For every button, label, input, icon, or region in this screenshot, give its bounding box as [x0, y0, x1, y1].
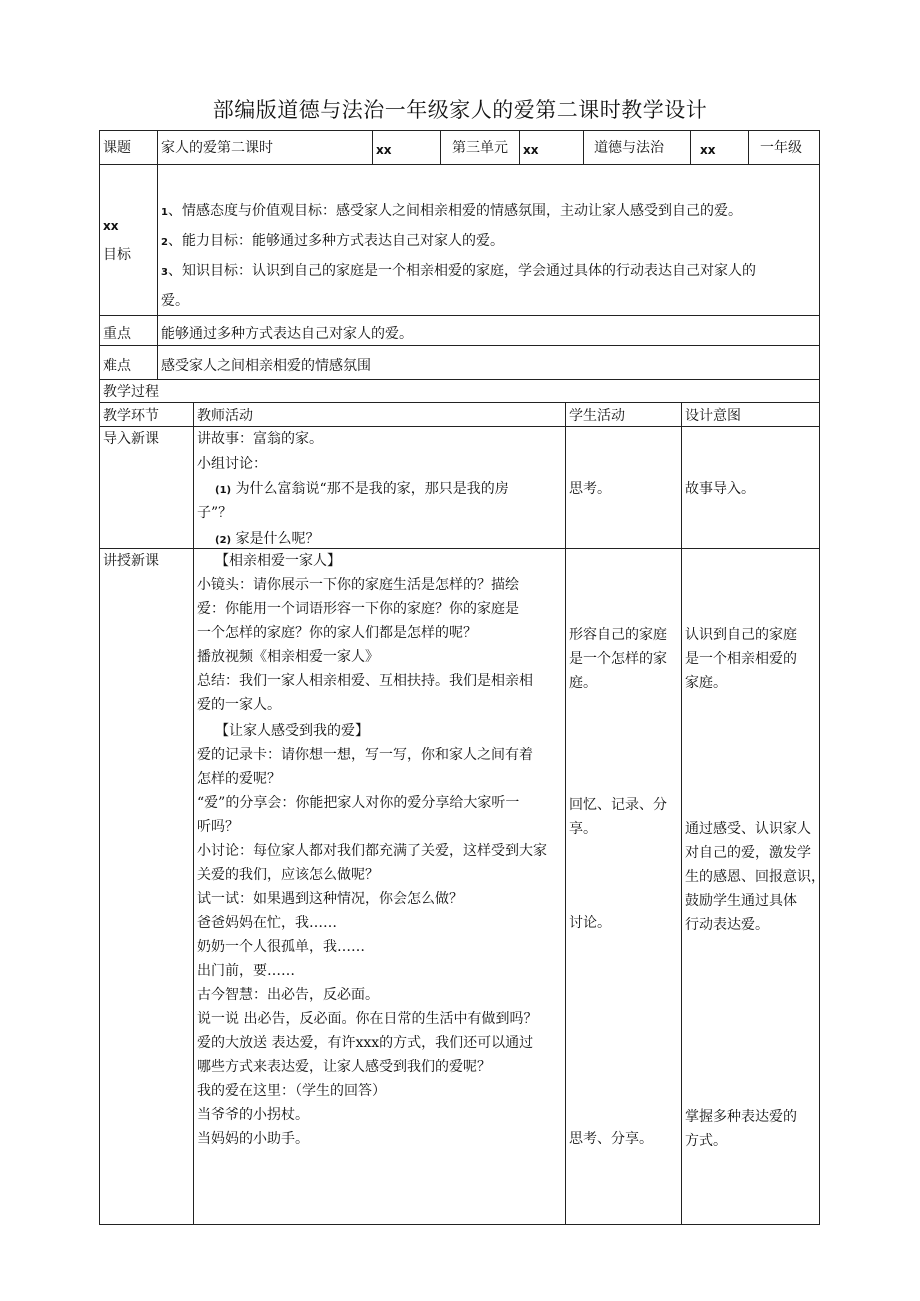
teacher-line: 听吗？: [197, 819, 239, 835]
col-divider: [440, 130, 441, 164]
col-divider: [193, 402, 194, 1225]
row-divider: [99, 548, 820, 549]
unit-value: 第三单元: [452, 140, 508, 156]
teacher-line: 小讨论：每位家人都对我们都充满了关爱，这样受到大家: [197, 843, 547, 859]
student-line: 是一个怎样的家: [569, 651, 667, 667]
row-divider: [99, 345, 820, 346]
col-header-intent: 设计意图: [685, 408, 741, 424]
discussion-question: (1) 为什么富翁说“那不是我的家，那只是我的房: [215, 481, 509, 497]
teacher-line: 爸爸妈妈在忙，我……: [197, 915, 337, 931]
col-divider: [748, 130, 749, 164]
student-line: 庭。: [569, 675, 597, 691]
teacher-line: 当妈妈的小助手。: [197, 1131, 309, 1147]
intent-line: 家庭。: [685, 675, 727, 691]
col-divider: [157, 130, 158, 379]
intent-line: 行动表达爱。: [685, 917, 769, 933]
teacher-line: 爱的大放送 表达爱，有许xxx的方式，我们还可以通过: [197, 1035, 534, 1051]
teacher-line: 古今智慧：出必告，反必面。: [197, 987, 379, 1003]
teacher-line: 小组讨论：: [197, 456, 267, 472]
teacher-line: 小镜头：请你展示一下你的家庭生活是怎样的？描绘: [197, 577, 519, 593]
goal-item: 3、知识目标：认识到自己的家庭是一个相亲相爱的家庭，学会通过具体的行动表达自己对家人的: [161, 263, 756, 279]
teacher-line: 关爱的我们，应该怎么做呢？: [197, 867, 379, 883]
key-point-label: 重点: [103, 326, 131, 342]
teacher-line: 爱的记录卡：请你想一想，写一写，你和家人之间有着: [197, 747, 533, 763]
intent-line: 通过感受、认识家人: [685, 821, 811, 837]
student-line: 回忆、记录、分: [569, 797, 667, 813]
row-divider: [99, 402, 820, 403]
teacher-line: 怎样的爱呢？: [197, 771, 281, 787]
topic-label: 课题: [103, 140, 131, 156]
teacher-line: 奶奶一个人很孤单，我……: [197, 939, 365, 955]
goals-label-xx: xx: [103, 219, 119, 233]
col-divider: [565, 402, 566, 1225]
stage-intro: 导入新课: [103, 431, 159, 447]
key-point-text: 能够通过多种方式表达自己对家人的爱。: [161, 326, 413, 342]
teacher-line: 出门前，要……: [197, 963, 295, 979]
intent-line: 掌握多种表达爱的: [685, 1109, 797, 1125]
row-divider: [99, 315, 820, 316]
teacher-line: 爱：你能用一个词语形容一下你的家庭？你的家庭是: [197, 601, 519, 617]
discussion-question-tail: 子”？: [197, 505, 233, 521]
col-divider: [681, 402, 682, 1225]
teacher-line: 我的爱在这里：（学生的回答）: [197, 1083, 386, 1099]
process-label: 教学过程: [103, 384, 159, 400]
goals-label: 目标: [103, 247, 131, 263]
teacher-line: 总结：我们一家人相亲相爱、互相扶持。我们是相亲相: [197, 673, 533, 689]
col-divider: [583, 130, 584, 164]
teacher-line: 试一试：如果遇到这种情况，你会怎么做？: [197, 891, 463, 907]
intent-line: 方式。: [685, 1133, 727, 1149]
intent-line: 对自己的爱，激发学: [685, 845, 811, 861]
teacher-line: 讲故事：富翁的家。: [197, 431, 323, 447]
teacher-line: 哪些方式来表达爱，让家人感受到我们的爱呢？: [197, 1059, 491, 1075]
teacher-line: 爱的一家人。: [197, 697, 281, 713]
col-header-student: 学生活动: [569, 408, 625, 424]
difficulty-label: 难点: [103, 358, 131, 374]
student-line: 形容自己的家庭: [569, 627, 667, 643]
discussion-question: (2) 家是什么呢？: [215, 531, 320, 547]
goal-item: 1、情感态度与价值观目标：感受家人之间相亲相爱的情感氛围，主动让家人感受到自己的爱。: [161, 203, 742, 219]
difficulty-text: 感受家人之间相亲相爱的情感氛围: [161, 358, 371, 374]
row-divider: [99, 426, 820, 427]
col-divider: [690, 130, 691, 164]
stage-teach: 讲授新课: [103, 553, 159, 569]
student-line: 讨论。: [569, 915, 611, 931]
row-divider: [99, 164, 820, 165]
intent-line: 鼓励学生通过具体: [685, 893, 797, 909]
student-line: 思考、分享。: [569, 1131, 653, 1147]
page-title: 部编版道德与法治一年级家人的爱第二课时教学设计: [212, 98, 708, 122]
grade-value: 一年级: [760, 140, 802, 156]
placeholder-xx: xx: [700, 143, 716, 157]
goal-item-tail: 爱。: [161, 293, 189, 309]
teacher-line: 【相亲相爱一家人】: [215, 553, 341, 569]
design-intent: 故事导入。: [685, 481, 755, 497]
teacher-line: 播放视频《相亲相爱一家人》: [197, 649, 379, 665]
teacher-line: 【让家人感受到我的爱】: [215, 723, 369, 739]
intent-line: 生的感恩、回报意识，: [685, 869, 825, 885]
col-divider: [372, 130, 373, 164]
teacher-line: 当爷爷的小拐杖。: [197, 1107, 309, 1123]
teacher-line: 一个怎样的家庭？你的家人们都是怎样的呢？: [197, 625, 477, 641]
placeholder-xx: xx: [523, 143, 539, 157]
teacher-line: “爱”的分享会：你能把家人对你的爱分享给大家听一: [197, 795, 520, 811]
intent-line: 是一个相亲相爱的: [685, 651, 797, 667]
student-line: 享。: [569, 821, 597, 837]
row-divider: [99, 379, 820, 380]
subject-value: 道德与法治: [594, 140, 664, 156]
goal-item: 2、能力目标：能够通过多种方式表达自己对家人的爱。: [161, 233, 504, 249]
student-activity: 思考。: [569, 481, 611, 497]
topic-value: 家人的爱第二课时: [161, 140, 273, 156]
placeholder-xx: xx: [376, 143, 392, 157]
intent-line: 认识到自己的家庭: [685, 627, 797, 643]
col-header-stage: 教学环节: [103, 408, 159, 424]
col-divider: [519, 130, 520, 164]
col-header-teacher: 教师活动: [197, 408, 253, 424]
teacher-line: 说一说 出必告，反必面。你在日常的生活中有做到吗？: [197, 1011, 538, 1027]
